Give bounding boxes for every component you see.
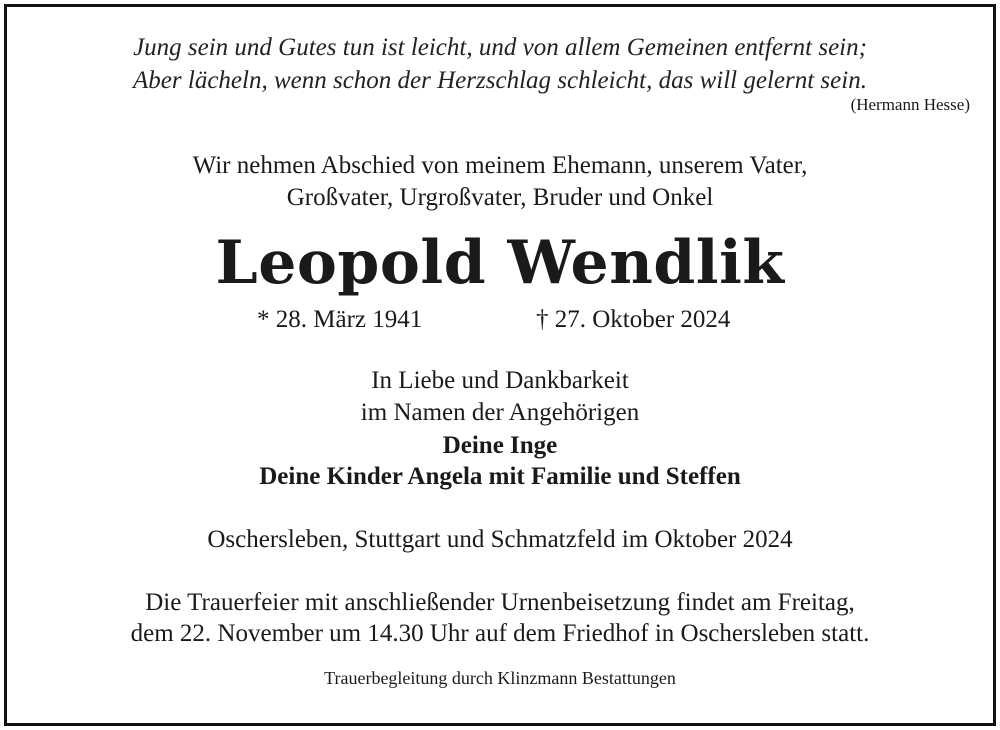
quote-line-2: Aber lächeln, wenn schon der Herzschlag schleicht, das will gelernt sein.: [133, 67, 867, 94]
undertaker-credit: Trauerbegleitung durch Klinzmann Bestattungen: [324, 668, 676, 688]
quote-line-1: Jung sein und Gutes tun ist leicht, und von allem Gemeinen entfernt sein;: [133, 34, 867, 61]
mourners-line-1: In Liebe und Dankbarkeit: [371, 367, 629, 394]
intro-line-2: Großvater, Urgroßvater, Bruder und Onkel: [286, 184, 714, 211]
notice-border: [4, 4, 996, 726]
intro-line-1: Wir nehmen Abschied von meinem Ehemann, unserem Vater,: [192, 152, 808, 179]
place-and-date: Oschersleben, Stuttgart und Schmatzfeld im Oktober 2024: [207, 526, 793, 553]
mourners-children: Deine Kinder Angela mit Familie und Steffen: [259, 463, 741, 490]
mourners-line-2: im Namen der Angehörigen: [360, 399, 640, 426]
mourners-spouse: Deine Inge: [442, 432, 558, 459]
quote-attribution: (Hermann Hesse): [850, 95, 970, 114]
ceremony-line-2: dem 22. November um 14.30 Uhr auf dem Friedhof in Oschersleben statt.: [130, 620, 870, 647]
ceremony-line-1: Die Trauerfeier mit anschließender Urnenbeisetzung findet am Freitag,: [145, 589, 855, 616]
birth-date: * 28. März 1941: [257, 306, 423, 333]
deceased-name: Leopold Wendlik: [215, 228, 785, 298]
death-date: † 27. Oktober 2024: [536, 306, 731, 333]
